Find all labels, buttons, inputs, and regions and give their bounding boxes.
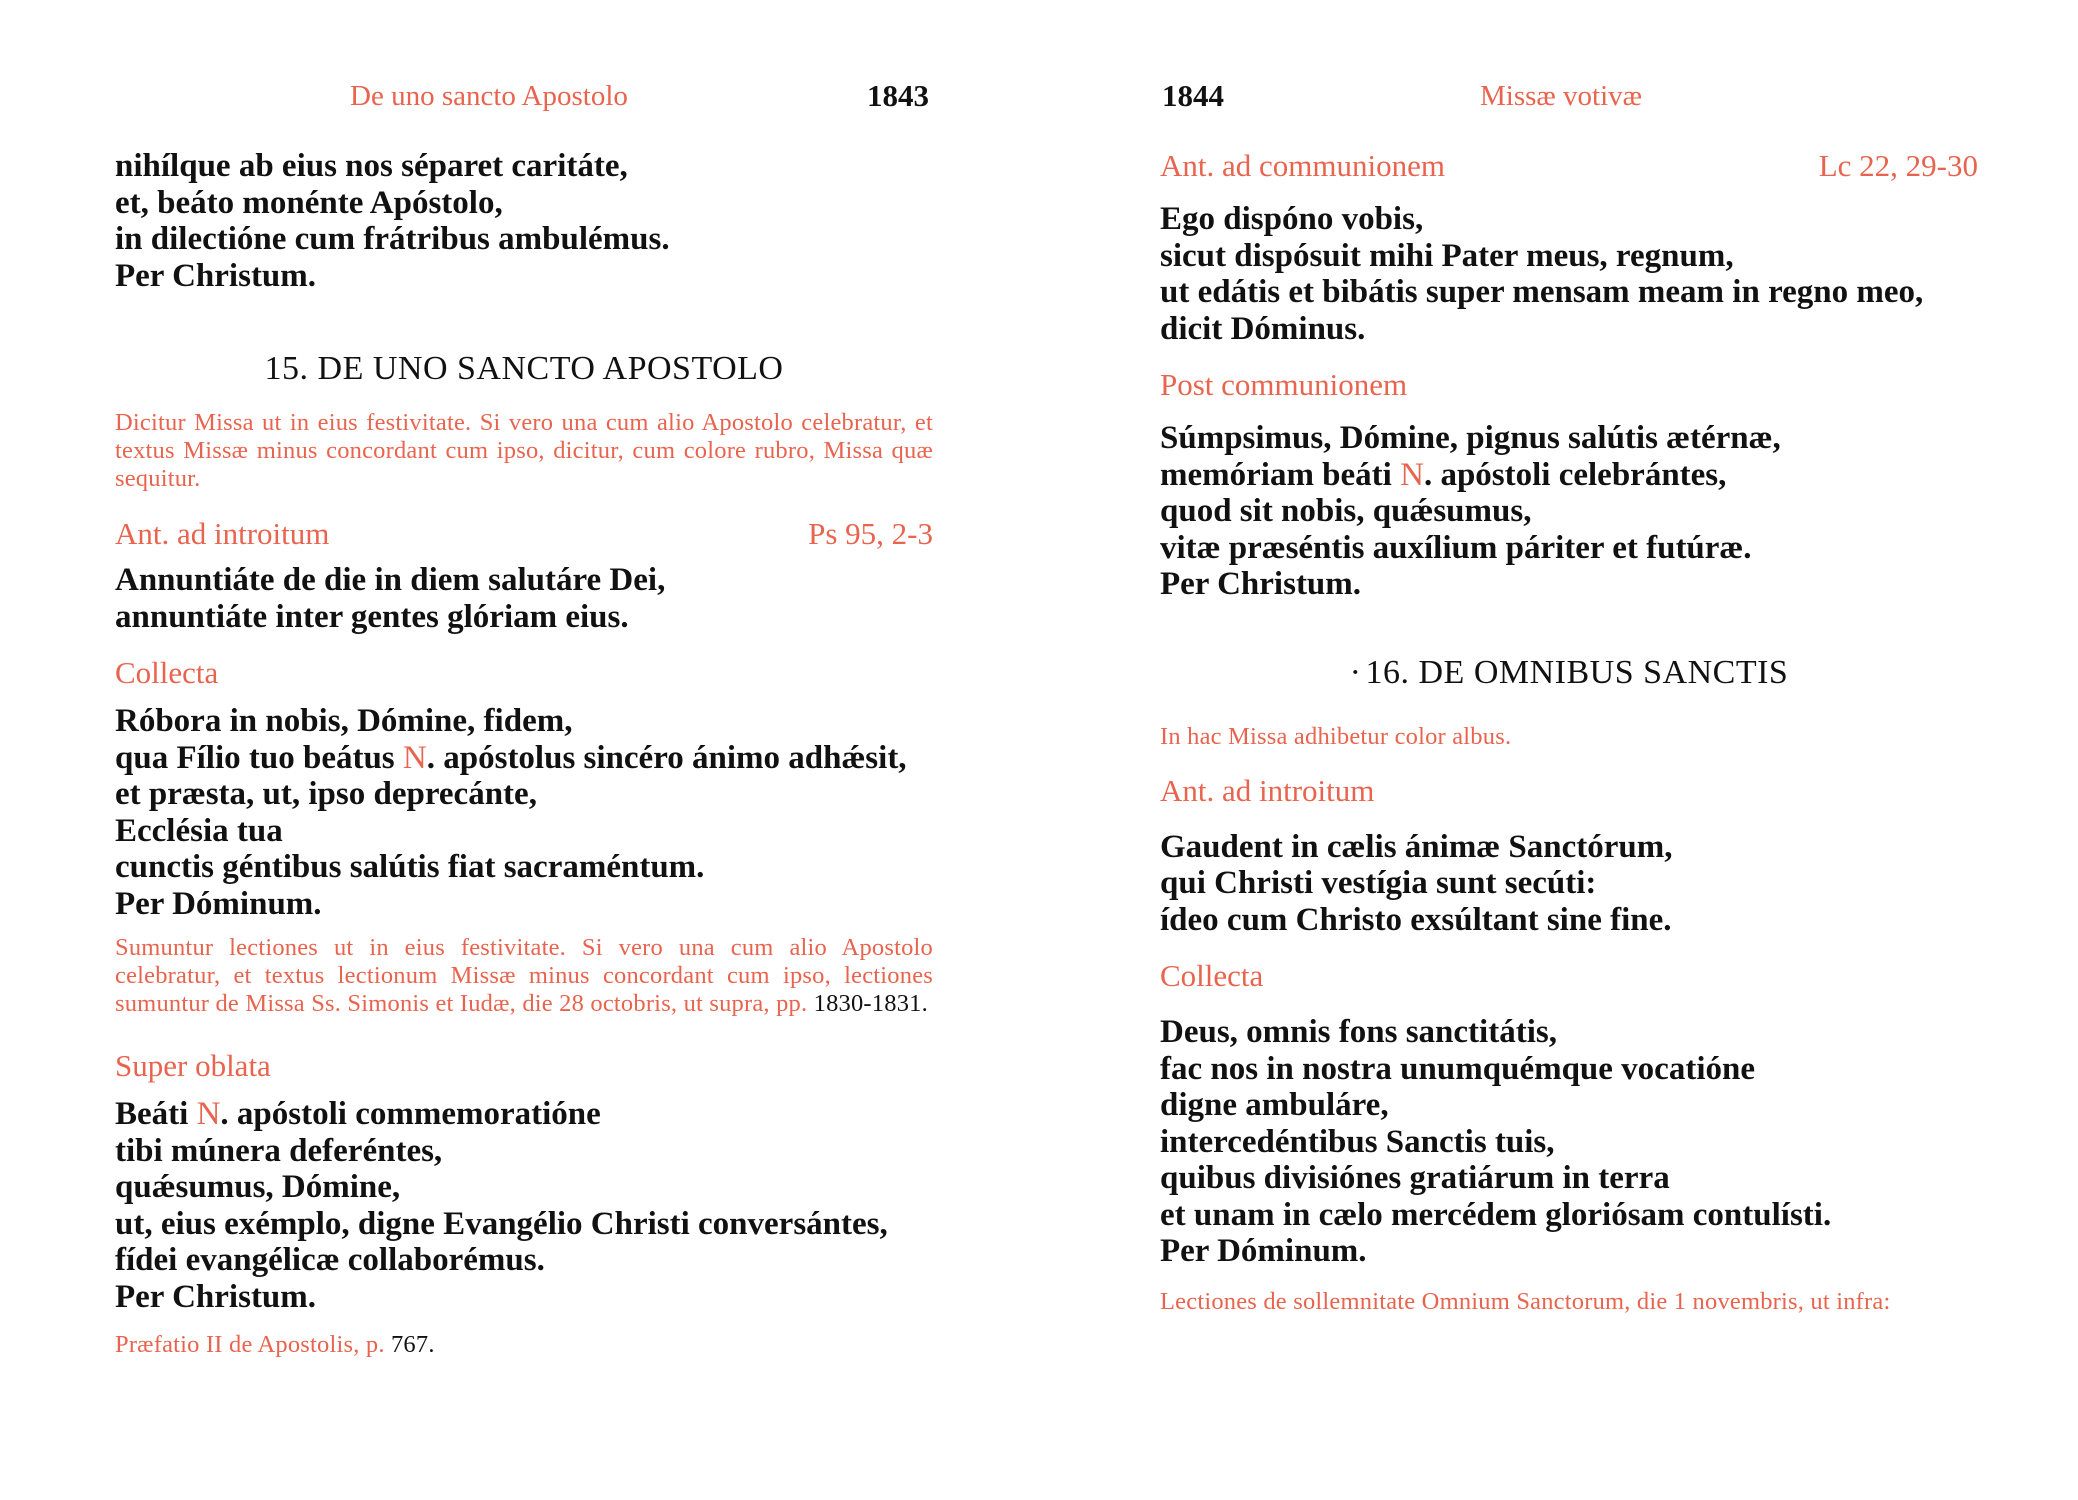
prayer-line: Deus, omnis fons sanctitátis, [1160, 1014, 1557, 1050]
scripture-reference: Lc 22, 29-30 [1818, 148, 1978, 183]
prayer-line: Róbora in nobis, Dómine, fidem, [115, 703, 573, 739]
prayer-line: et, beáto monénte Apóstolo, [115, 184, 503, 221]
prayer-line: dicit Dóminus. [1160, 310, 1366, 347]
collect-text [1160, 1014, 1978, 1270]
prayer-line: intercedéntibus Sanctis tuis, [1160, 1123, 1555, 1160]
prayer-line: Ego dispóno vobis, [1160, 201, 1424, 237]
prayer-line: qua Fílio tuo beátus N. apóstolus sincéro ánimo adhǽsit, [115, 739, 907, 776]
prayer-line: nihílque ab eius nos séparet caritáte, [115, 148, 628, 184]
heading-label: Ant. ad introitum [115, 516, 330, 551]
prayer-line: tibi múnera deferéntes, [115, 1132, 443, 1169]
prayer-line: Ecclésia tua [115, 812, 283, 849]
collect-heading [115, 655, 933, 691]
rubric: In hac Missa adhibetur color albus. [1160, 722, 1512, 750]
introit-text [1160, 829, 1978, 939]
prayer-line: in dilectióne cum frátribus ambulémus. [115, 221, 670, 257]
prayer-line: et præsta, ut, ipso deprecánte, [115, 776, 537, 812]
offertory-text [115, 1096, 933, 1315]
right-page [1160, 0, 1978, 1500]
heading-label: Collecta [1160, 958, 1264, 993]
prayer-line: Súmpsimus, Dómine, pignus salútis ætérnæ, [1160, 420, 1781, 456]
carryover-prayer [115, 148, 933, 294]
rubric: Dicitur Missa ut in eius festivitate. Si vero una cum alio Apostolo celebratur, et textus Missæ minus concordant cum ipso, dicitur, cum colore rubro, Missa quæ sequitur. [115, 409, 933, 492]
prayer-line: digne ambuláre, [1160, 1087, 1389, 1123]
heading-label: Post communionem [1160, 367, 1408, 402]
prayer-line: Per Christum. [115, 257, 317, 294]
introit-heading [1160, 773, 1978, 809]
prayer-line: Annuntiáte de die in diem salutáre Dei, [115, 562, 666, 598]
right-running-head [1160, 80, 1978, 120]
introit-heading [115, 516, 933, 552]
prayer-line: fac nos in nostra unumquémque vocatióne [1160, 1050, 1755, 1087]
communion-text [1160, 201, 1978, 347]
prayer-line: Gaudent in cælis ánimæ Sanctórum, [1160, 828, 1673, 865]
left-page [115, 0, 933, 1500]
prayer-line: Per Christum. [115, 1278, 317, 1315]
page-number: 1843 [867, 78, 929, 113]
prayer-line: Per Christum. [1160, 566, 1362, 602]
heading-label: Ant. ad introitum [1160, 772, 1375, 808]
introit-text [115, 562, 933, 635]
left-running-head [115, 80, 933, 120]
prayer-line: annuntiáte inter gentes glóriam eius. [115, 598, 629, 635]
running-title: Missæ votivæ [1480, 80, 1642, 112]
page-number: 1844 [1162, 78, 1224, 113]
prayer-line: memóriam beáti N. apóstoli celebrántes, [1160, 456, 1727, 493]
collect-heading [1160, 958, 1978, 994]
heading-label: Super oblata [115, 1048, 271, 1083]
prayer-line: quod sit nobis, quǽsumus, [1160, 493, 1532, 529]
heading-label: Ant. ad communionem [1160, 148, 1445, 183]
prayer-line: quǽsumus, Dómine, [115, 1169, 401, 1205]
prayer-line: ídeo cum Christo exsúltant sine fine. [1160, 901, 1672, 938]
postcommunion-heading [1160, 367, 1978, 403]
left-content [115, 148, 933, 1359]
preface-rubric: Præfatio II de Apostolis, p. 767. [115, 1331, 435, 1358]
prayer-line: qui Christi vestígia sunt secúti: [1160, 865, 1597, 901]
prayer-line: sicut dispósuit mihi Pater meus, regnum, [1160, 237, 1734, 274]
offertory-heading [115, 1048, 933, 1084]
prayer-line: ut, eius exémplo, digne Evangélio Christi conversántes, [115, 1205, 888, 1242]
postcommunion-text [1160, 420, 1978, 603]
running-title: De uno sancto Apostolo [350, 80, 628, 112]
communion-heading [1160, 148, 1978, 184]
collect-text [115, 703, 933, 922]
right-content [1160, 148, 1978, 1316]
prayer-line: et unam in cælo mercédem gloriósam contulísti. [1160, 1196, 1832, 1233]
heading-label: Collecta [115, 655, 219, 690]
prayer-line: quibus divisiónes gratiárum in terra [1160, 1160, 1670, 1196]
scripture-reference: Ps 95, 2-3 [808, 516, 933, 551]
prayer-line: Per Dóminum. [115, 885, 322, 922]
section-title: · 16. DE OMNIBUS SANCTIS [1349, 653, 1789, 691]
prayer-line: fídei evangélicæ collaborémus. [115, 1242, 545, 1278]
section-title: 15. DE UNO SANCTO APOSTOLO [264, 350, 784, 387]
prayer-line: vitæ præséntis auxílium páriter et futúræ. [1160, 529, 1752, 566]
prayer-line: ut edátis et bibátis super mensam meam in regno meo, [1160, 274, 1924, 310]
rubric: Sumuntur lectiones ut in eius festivitate. Si vero una cum alio Apostolo celebratur, et textus lectionum Missæ minus concordant cum ipso, lectiones sumuntur de Missa Ss. Simonis et Iudæ, die 28 octobris, ut supra, pp. 1830-1831. [115, 934, 933, 1017]
prayer-line: Per Dóminum. [1160, 1233, 1367, 1269]
prayer-line: Beáti N. apóstoli commemoratióne [115, 1096, 601, 1132]
rubric: Lectiones de sollemnitate Omnium Sanctorum, die 1 novembris, ut infra: [1160, 1287, 1891, 1315]
prayer-line: cunctis géntibus salútis fiat sacraméntum. [115, 849, 705, 885]
